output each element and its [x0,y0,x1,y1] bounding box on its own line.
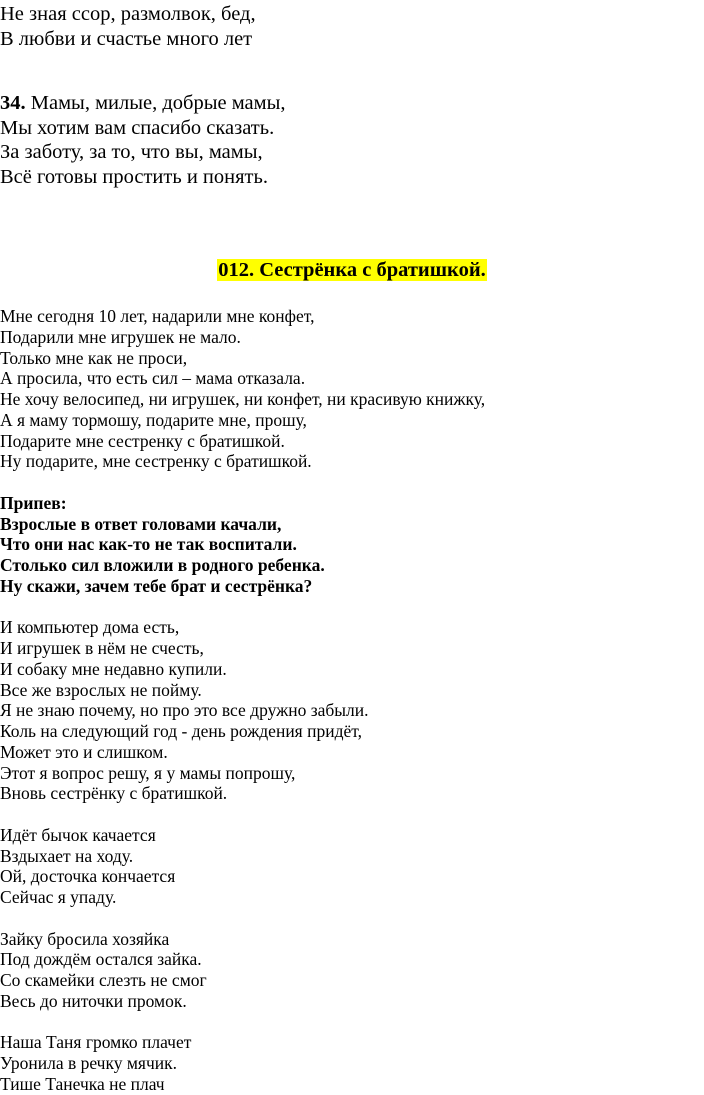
poem-34 [0,91,286,189]
text-line: За заботу, за то, что вы, мамы, [0,141,263,164]
text-line: Может это и слишком. [0,741,168,762]
text-line: А просила, что есть сил – мама отказала. [0,368,306,389]
text-line: Весь до ниточки промок. [0,990,187,1011]
text-line: Ну подарите, мне сестренку с братишкой. [0,451,312,472]
text-line: Мы хотим вам спасибо сказать. [0,116,275,139]
text-line: Подарили мне игрушек не мало. [0,326,241,347]
text-line: Коль на следующий год - день рождения придёт, [0,721,362,741]
text-line: Все же взрослых не пойму. [0,679,202,700]
text-line: Что они нас как-то не так воспитали. [0,534,297,555]
text-line: Подарите мне сестренку с братишкой. [0,430,285,451]
chorus-label: Припев: [0,492,67,513]
text-line: Не зная ссор, размолвок, бед, [0,3,256,25]
stanza-top [0,2,256,51]
text-line: А я маму тормошу, подарите мне, прошу, [0,409,307,430]
text-line: Сейчас я упаду. [0,887,117,907]
text-line: Только мне как не проси, [0,347,188,368]
text-line: И игрушек в нём не счесть, [0,638,204,658]
song-body [0,306,485,1095]
blank-line [0,1012,485,1033]
text-line: Под дождём остался зайка. [0,949,202,970]
text-line: Наша Таня громко плачет [0,1032,192,1053]
text-line: Не хочу велосипед, ни игрушек, ни конфет, ни красивую книжку, [0,389,486,409]
blank-line [0,472,485,493]
text-line: Столько сил вложили в родного ребенка. [0,555,325,575]
text-line: Тише Танечка не плач [0,1073,165,1094]
text-line: Вновь сестрёнку с братишкой. [0,783,228,804]
blank-line [0,597,485,618]
text-line: И собаку мне недавно купили. [0,658,227,679]
song-title [0,257,704,283]
poem-number: 34. [0,92,26,114]
text-line: Со скамейки слезть не смог [0,970,207,990]
text-line: И компьютер дома есть, [0,617,180,638]
text-line [0,91,286,116]
text-span: Мамы, милые, добрые мамы, [25,92,286,114]
text-line: Вздыхает на ходу. [0,845,134,866]
text-line: Зайку бросила хозяйка [0,928,170,949]
blank-line [0,908,485,929]
text-line: Ну скажи, зачем тебе брат и сестрёнка? [0,575,313,596]
text-line: В любви и счастье много лет [0,27,253,50]
text-line: Мне сегодня 10 лет, надарили мне конфет, [0,306,315,326]
text-line: Этот я вопрос решу, я у мамы попрошу, [0,762,296,783]
text-line: Взрослые в ответ головами качали, [0,513,282,534]
text-line: Уронила в речку мячик. [0,1053,178,1073]
song-title-text: 012. Сестрёнка с братишкой. [218,259,486,281]
text-line: Всё готовы простить и понять. [0,165,268,188]
blank-line [0,804,485,825]
text-line: Ой, досточка кончается [0,866,176,887]
text-line: Идёт бычок качается [0,824,156,845]
text-line: Я не знаю почему, но про это все дружно забыли. [0,700,369,721]
